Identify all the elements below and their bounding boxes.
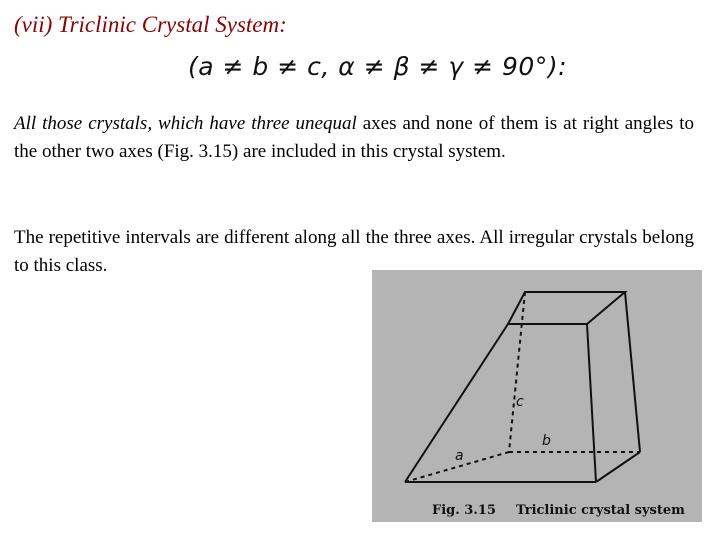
paragraph-intervals: The repetitive intervals are different along all the three axes. All irregular crystals belong to this class. [14, 227, 694, 276]
paragraph-italic-lead: All those crystals, which have three unequal [14, 113, 357, 134]
triclinic-crystal-diagram [372, 270, 702, 522]
bottom-right-edge [596, 452, 640, 482]
axial-relation-formula: (a ≠ b ≠ c, α ≠ β ≠ γ ≠ 90°): [188, 52, 568, 81]
axis-c-label: c [516, 394, 524, 410]
paragraph-description [14, 110, 694, 166]
front-right-edge [587, 324, 596, 482]
axis-a-label: a [455, 448, 464, 464]
section-title: (vii) Triclinic Crystal System: [14, 12, 287, 37]
figure-caption-text: Triclinic crystal system [516, 503, 685, 518]
axis-b-label: b [542, 433, 551, 449]
triclinic-figure [372, 270, 702, 522]
top-face [508, 292, 625, 324]
back-right-edge [625, 292, 640, 452]
figure-caption-number: Fig. 3.15 [432, 503, 496, 518]
paragraph-rest: axes and none of them is at right angles to the other two axes (Fig. 3.15) are included in this crystal system. [14, 113, 694, 162]
